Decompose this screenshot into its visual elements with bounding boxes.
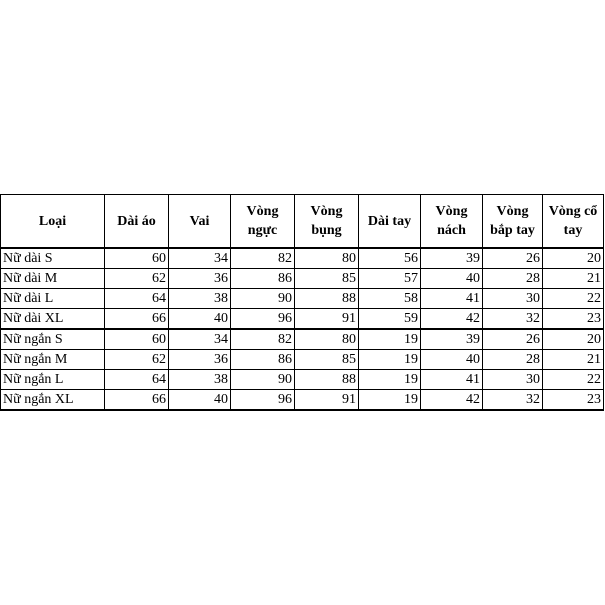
value-cell: 40 — [421, 350, 483, 370]
value-cell: 86 — [231, 350, 295, 370]
value-cell: 42 — [421, 309, 483, 330]
value-cell: 38 — [169, 289, 231, 309]
table-row — [1, 309, 604, 330]
row-label-cell: Nữ ngắn M — [1, 350, 105, 370]
value-cell: 22 — [543, 370, 604, 390]
value-cell: 42 — [421, 390, 483, 411]
value-cell: 36 — [169, 269, 231, 289]
value-cell: 88 — [295, 370, 359, 390]
row-label-cell: Nữ dài XL — [1, 309, 105, 330]
value-cell: 96 — [231, 390, 295, 411]
value-cell: 40 — [169, 390, 231, 411]
value-cell: 32 — [483, 390, 543, 411]
value-cell: 82 — [231, 329, 295, 350]
value-cell: 85 — [295, 269, 359, 289]
col-header-vong-nach: Vòng nách — [421, 195, 483, 249]
value-cell: 90 — [231, 289, 295, 309]
header-row — [1, 195, 604, 249]
value-cell: 66 — [105, 390, 169, 411]
value-cell: 40 — [169, 309, 231, 330]
table-row — [1, 248, 604, 269]
value-cell: 21 — [543, 269, 604, 289]
value-cell: 40 — [421, 269, 483, 289]
value-cell: 28 — [483, 269, 543, 289]
value-cell: 62 — [105, 350, 169, 370]
table-row — [1, 390, 604, 411]
value-cell: 26 — [483, 248, 543, 269]
col-header-vong-co-tay: Vòng cổ tay — [543, 195, 604, 249]
value-cell: 64 — [105, 370, 169, 390]
value-cell: 39 — [421, 248, 483, 269]
value-cell: 59 — [359, 309, 421, 330]
row-label-cell: Nữ ngắn L — [1, 370, 105, 390]
row-label-cell: Nữ dài S — [1, 248, 105, 269]
value-cell: 66 — [105, 309, 169, 330]
value-cell: 38 — [169, 370, 231, 390]
value-cell: 58 — [359, 289, 421, 309]
col-header-dai-tay: Dài tay — [359, 195, 421, 249]
value-cell: 88 — [295, 289, 359, 309]
value-cell: 20 — [543, 329, 604, 350]
value-cell: 39 — [421, 329, 483, 350]
col-header-dai-ao: Dài áo — [105, 195, 169, 249]
table-row — [1, 350, 604, 370]
value-cell: 90 — [231, 370, 295, 390]
value-cell: 34 — [169, 329, 231, 350]
value-cell: 80 — [295, 329, 359, 350]
value-cell: 41 — [421, 289, 483, 309]
value-cell: 80 — [295, 248, 359, 269]
value-cell: 34 — [169, 248, 231, 269]
value-cell: 23 — [543, 309, 604, 330]
col-header-vai: Vai — [169, 195, 231, 249]
row-label-cell: Nữ ngắn XL — [1, 390, 105, 411]
col-header-vong-bap-tay: Vòng bắp tay — [483, 195, 543, 249]
value-cell: 57 — [359, 269, 421, 289]
value-cell: 85 — [295, 350, 359, 370]
col-header-vong-bung: Vòng bụng — [295, 195, 359, 249]
value-cell: 30 — [483, 289, 543, 309]
value-cell: 96 — [231, 309, 295, 330]
value-cell: 82 — [231, 248, 295, 269]
value-cell: 20 — [543, 248, 604, 269]
row-label-cell: Nữ dài L — [1, 289, 105, 309]
row-label-cell: Nữ ngắn S — [1, 329, 105, 350]
value-cell: 36 — [169, 350, 231, 370]
row-label-cell: Nữ dài M — [1, 269, 105, 289]
value-cell: 21 — [543, 350, 604, 370]
value-cell: 91 — [295, 309, 359, 330]
value-cell: 23 — [543, 390, 604, 411]
value-cell: 91 — [295, 390, 359, 411]
value-cell: 32 — [483, 309, 543, 330]
value-cell: 64 — [105, 289, 169, 309]
value-cell: 28 — [483, 350, 543, 370]
col-header-loai: Loại — [1, 195, 105, 249]
table-row — [1, 329, 604, 350]
value-cell: 19 — [359, 370, 421, 390]
value-cell: 19 — [359, 350, 421, 370]
value-cell: 19 — [359, 329, 421, 350]
value-cell: 41 — [421, 370, 483, 390]
value-cell: 86 — [231, 269, 295, 289]
table-row — [1, 370, 604, 390]
size-chart-table — [0, 194, 604, 411]
value-cell: 22 — [543, 289, 604, 309]
table-body — [1, 248, 604, 410]
table-row — [1, 269, 604, 289]
value-cell: 26 — [483, 329, 543, 350]
value-cell: 19 — [359, 390, 421, 411]
col-header-vong-nguc: Vòng ngực — [231, 195, 295, 249]
table-row — [1, 289, 604, 309]
value-cell: 62 — [105, 269, 169, 289]
value-cell: 56 — [359, 248, 421, 269]
value-cell: 30 — [483, 370, 543, 390]
value-cell: 60 — [105, 329, 169, 350]
value-cell: 60 — [105, 248, 169, 269]
